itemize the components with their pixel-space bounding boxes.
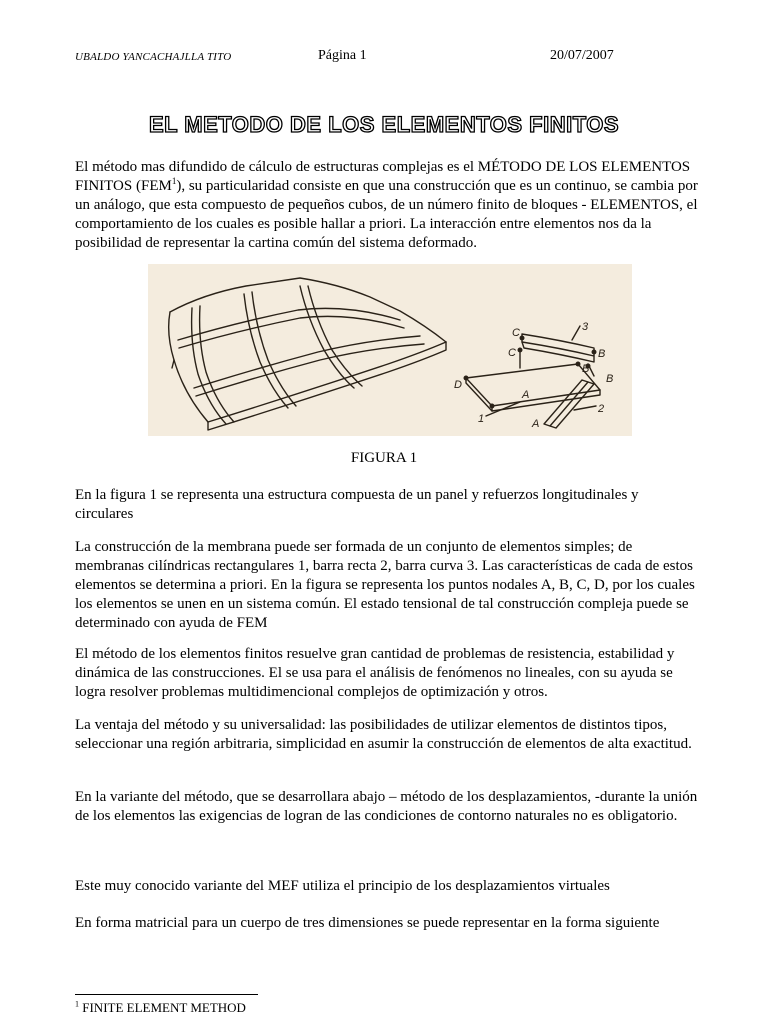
label-d: D bbox=[454, 379, 462, 391]
paragraph-2: En la figura 1 se representa una estructura compuesta de un panel y refuerzos longitudinales y circulares bbox=[75, 487, 639, 522]
footnote-ref: 1 bbox=[171, 176, 177, 186]
paragraph-7: Este muy conocido variante del MEF utiliza el principio de los desplazamientos virtuales bbox=[75, 878, 610, 894]
header-page-number: Página 1 bbox=[318, 48, 367, 63]
label-3: 3 bbox=[582, 321, 589, 333]
label-b-bar: B bbox=[598, 348, 606, 360]
header-date: 20/07/2007 bbox=[550, 48, 614, 63]
label-a-bar: A bbox=[532, 418, 540, 430]
label-b-straight: B bbox=[606, 373, 614, 385]
footnote-text: FINITE ELEMENT METHOD bbox=[79, 1000, 246, 1015]
figure-caption: FIGURA 1 bbox=[350, 450, 418, 466]
document-title: EL METODO DE LOS ELEMENTOS FINITOS bbox=[148, 112, 620, 137]
figure-drawing bbox=[148, 264, 632, 436]
paragraph-4: El método de los elementos finitos resuelve gran cantidad de problemas de resistencia, estabilidad y dinámica de las construcciones. El se usa para el análisis de fenómenos no lineales, con su ayuda se logra resolver problemas multidimencional complejos de optimización y otros. bbox=[75, 646, 675, 700]
paragraph-3: La construcción de la membrana puede ser formada de un conjunto de elementos simples; de membranas cilíndricas rectangulares 1, barra recta 2, barra curva 3. Las características de cada de estos elementos se determina a priori. En la figura se representa los puntos nodales A, B, C, D, por los cuales los elementos se unen en un sistema común. El estado tensional de tal construcción compleja puede se determinado con ayuda de FEM bbox=[75, 539, 695, 631]
intro-text-before: El método mas difundido de cálculo de estructuras complejas es el MÉTODO DE LOS ELEMENTOS FINITOS (FEM bbox=[75, 159, 691, 194]
paragraph-intro bbox=[75, 158, 700, 253]
label-a-panel: A bbox=[522, 389, 530, 401]
intro-text-after: ), su particularidad consiste en que una construcción que es un continuo, se cambia por un análogo, que esta compuesto de pequeños cubos, de un número finito de bloques - ELEMENTOS, el comportamiento de los cuales es posible hallar a priori. La interacción entre elementos nos da la posibilidad de representar la cartina común del sistema deformado. bbox=[75, 178, 698, 251]
label-1: 1 bbox=[478, 413, 485, 425]
label-c-upper: C bbox=[512, 327, 520, 339]
paragraph-6: En la variante del método, que se desarrollara abajo – método de los desplazamientos, -durante la unión de los elementos las exigencias de logran de las condiciones de contorno naturales no es obligatorio. bbox=[75, 789, 698, 824]
figure-1-illustration bbox=[148, 264, 632, 436]
paragraph-5: La ventaja del método y su universalidad: las posibilidades de utilizar elementos de distintos tipos, seleccionar una región arbitraria, simplicidad en asumir la construcción de elementos de alta exactitud. bbox=[75, 717, 692, 752]
label-2: 2 bbox=[598, 403, 605, 415]
header-author: UBALDO YANCACHAJLLA TITO bbox=[75, 51, 232, 63]
label-b-panel: B bbox=[582, 363, 590, 375]
label-c-lower: C bbox=[508, 347, 516, 359]
footnote-separator bbox=[75, 994, 258, 995]
paragraph-8: En forma matricial para un cuerpo de tres dimensiones se puede representar en la forma siguiente bbox=[75, 915, 660, 931]
footnote-number: 1 bbox=[75, 999, 79, 1009]
footnote bbox=[75, 1000, 246, 1016]
